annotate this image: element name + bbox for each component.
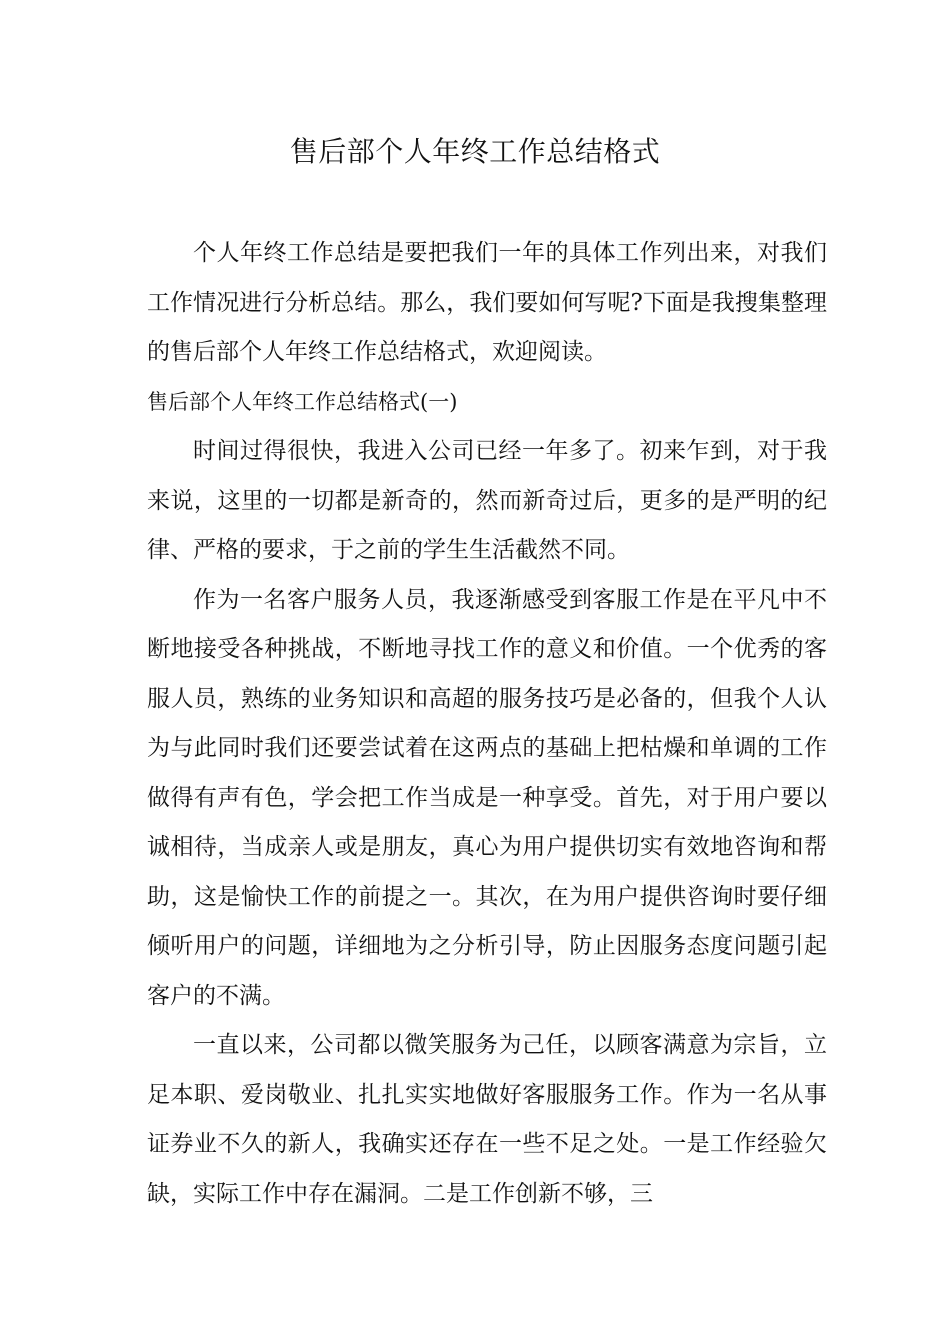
document-body: [147, 229, 827, 1219]
body-paragraph-3: 一直以来，公司都以微笑服务为己任，以顾客满意为宗旨，立足本职、爱岗敬业、扎扎实实地做好客服服务工作。作为一名从事证券业不久的新人，我确实还存在一些不足之处。一是工作经验欠缺，实际工作中存在漏洞。二是工作创新不够，三: [147, 1032, 827, 1207]
body-paragraph-2: 作为一名客户服务人员，我逐渐感受到客服工作是在平凡中不断地接受各种挑战，不断地寻找工作的意义和价值。一个优秀的客服人员，熟练的业务知识和高超的服务技巧是必备的，但我个人认为与此同时我们还要尝试着在这两点的基础上把枯燥和单调的工作做得有声有色，学会把工作当成是一种享受。首先，对于用户要以诚相待，当成亲人或是朋友，真心为用户提供切实有效地咨询和帮助，这是愉快工作的前提之一。其次，在为用户提供咨询时要仔细倾听用户的问题，详细地为之分析引导，防止因服务态度问题引起客户的不满。: [147, 586, 827, 1009]
intro-paragraph: 个人年终工作总结是要把我们一年的具体工作列出来，对我们工作情况进行分析总结。那么，我们要如何写呢?下面是我搜集整理的售后部个人年终工作总结格式，欢迎阅读。: [147, 240, 827, 365]
body-paragraph-1: 时间过得很快，我进入公司已经一年多了。初来乍到，对于我来说，这里的一切都是新奇的，然而新奇过后，更多的是严明的纪律、严格的要求，于之前的学生生活截然不同。: [147, 438, 827, 563]
section-heading: 售后部个人年终工作总结格式(一): [147, 389, 458, 414]
document-title: 售后部个人年终工作总结格式: [289, 135, 661, 168]
